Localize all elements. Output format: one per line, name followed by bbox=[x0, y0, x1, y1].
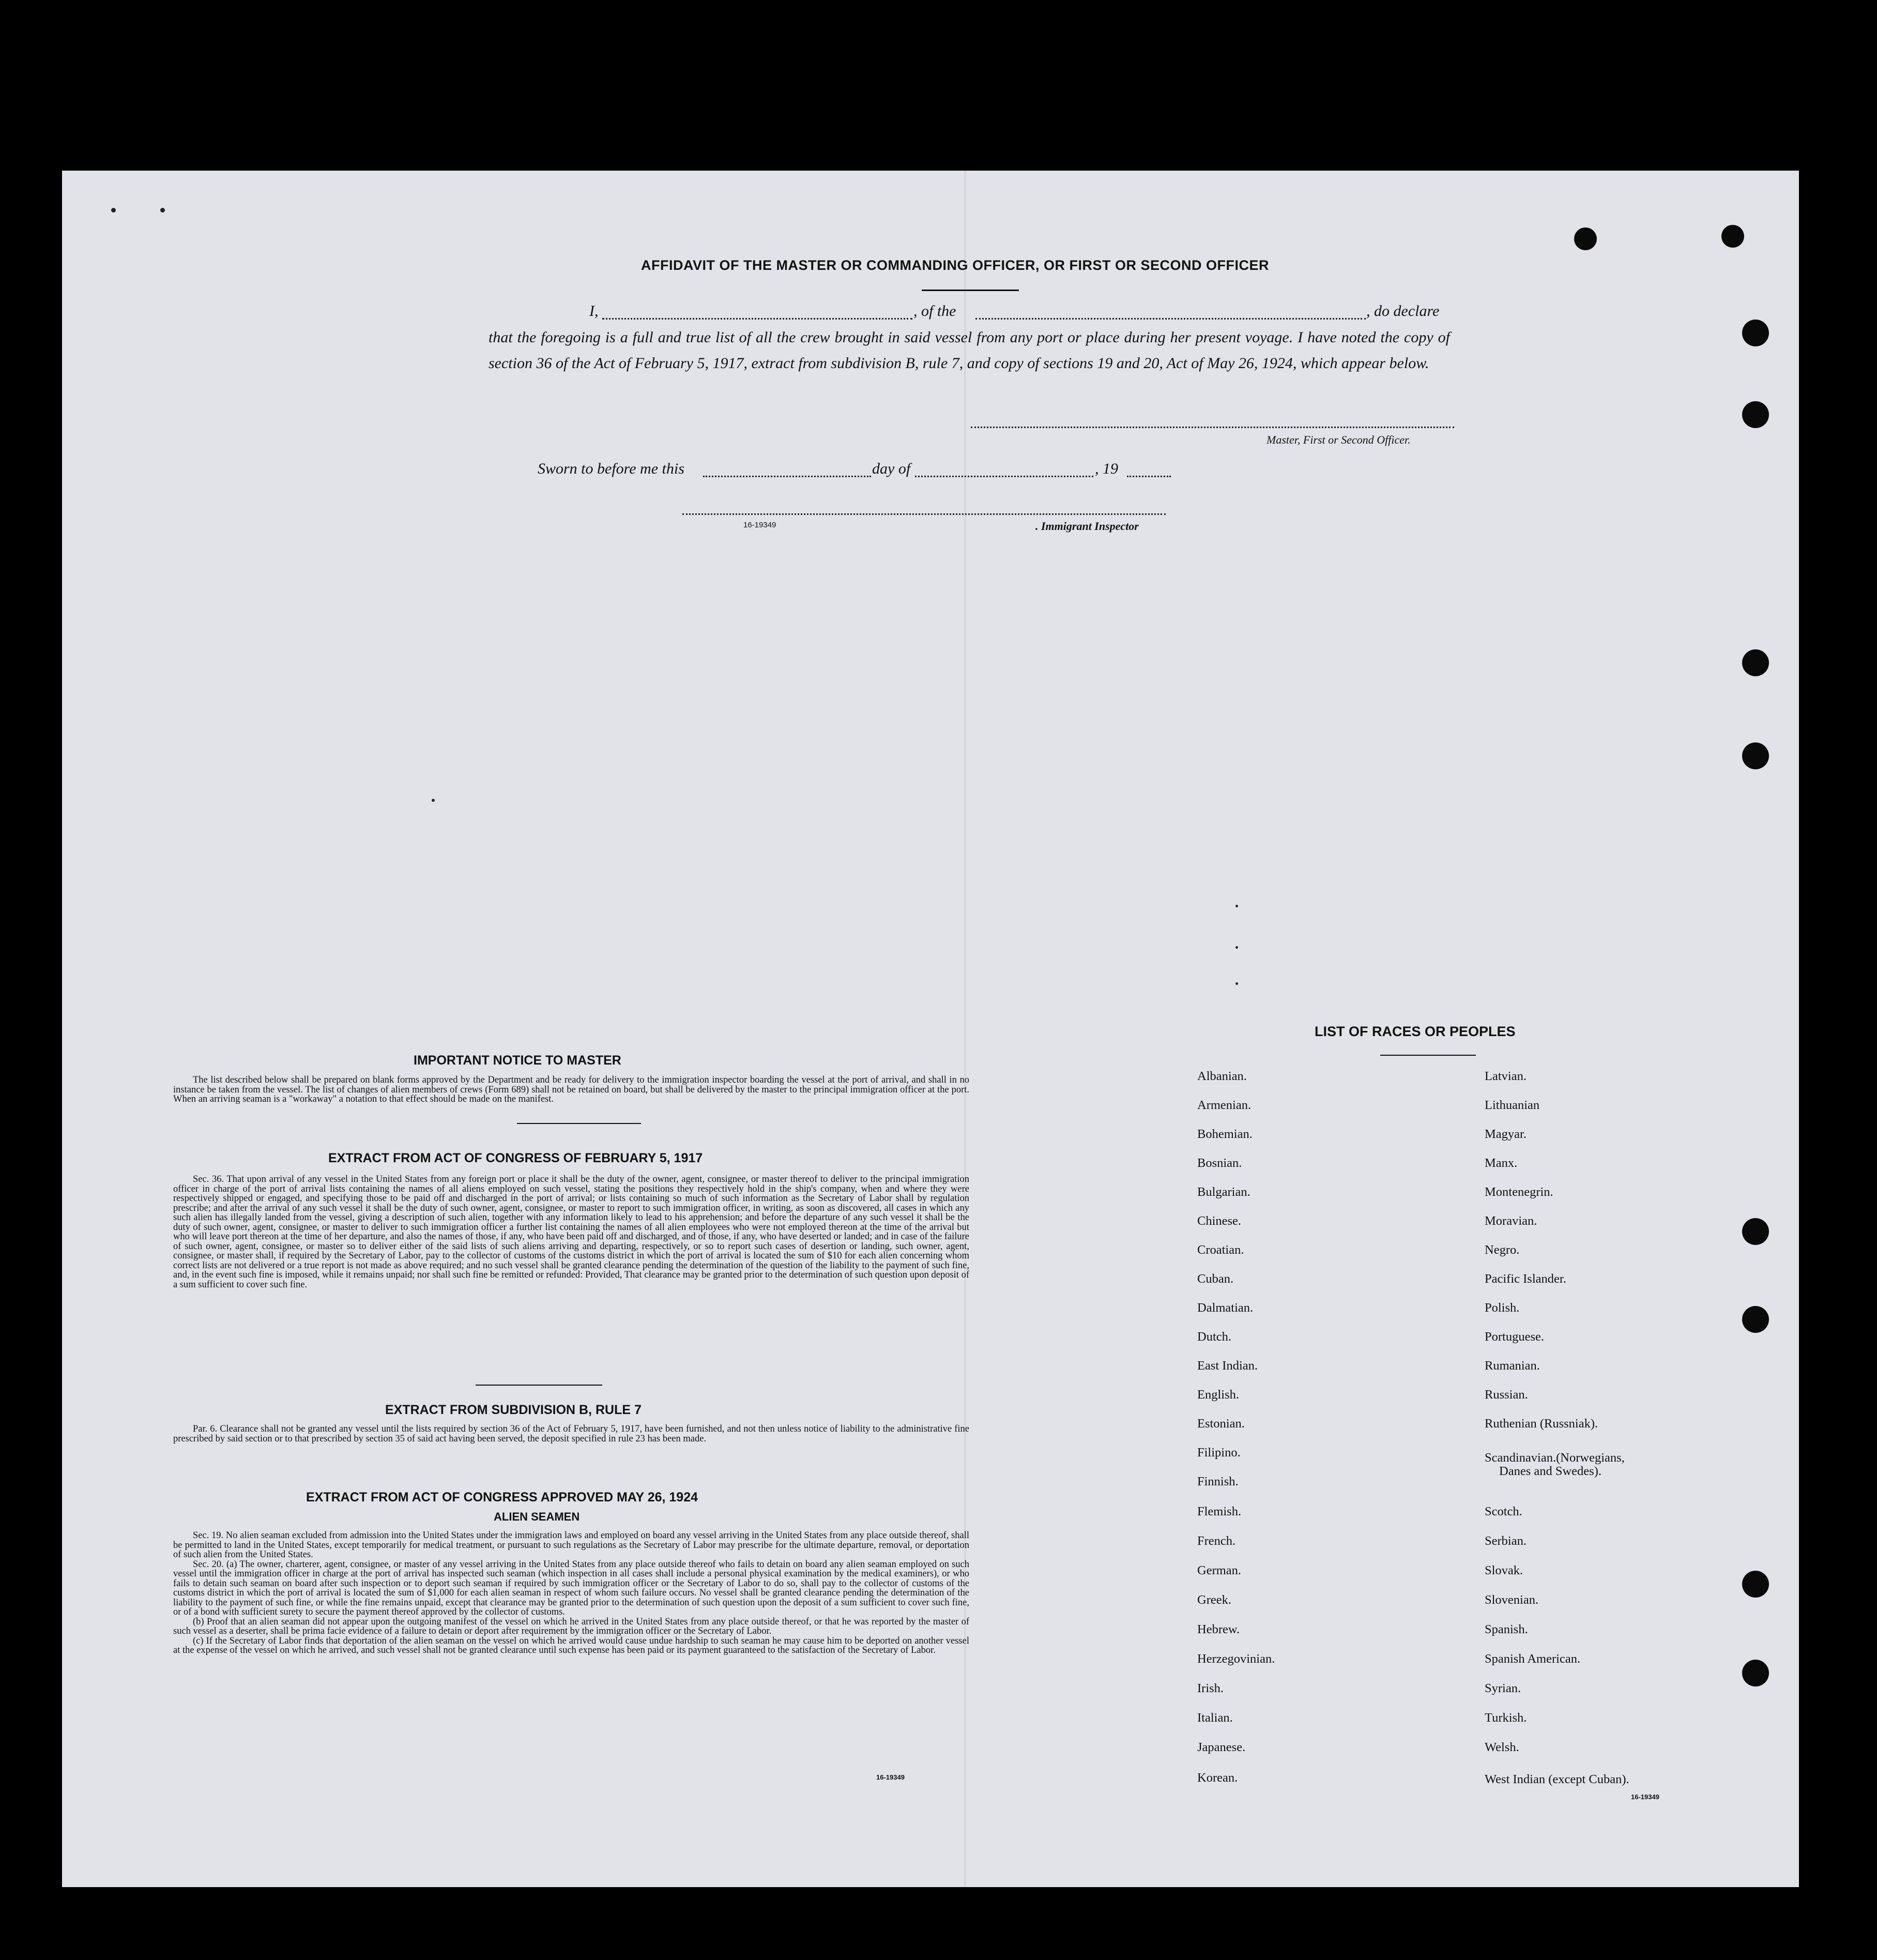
divider bbox=[517, 1123, 641, 1124]
speck bbox=[1235, 982, 1238, 985]
race-item: Portuguese. bbox=[1485, 1330, 1544, 1344]
race-item: Pacific Islander. bbox=[1485, 1272, 1566, 1286]
race-item: Montenegrin. bbox=[1485, 1185, 1553, 1199]
binder-hole bbox=[1742, 401, 1769, 428]
race-item: Armenian. bbox=[1197, 1098, 1252, 1112]
race-item: Spanish American. bbox=[1485, 1652, 1581, 1666]
race-item: Dalmatian. bbox=[1197, 1301, 1254, 1315]
sworn-text: Sworn to before me this bbox=[538, 460, 684, 477]
rule7-paragraph: Par. 6. Clearance shall not be granted any vessel until the lists required by section 36 of the Act of February 5, 1917, have been furnished, and not then unless notice of liability to the administrative fine prescribed by said section or to that prescribed by section 35 of said act having been served, the deposit specified in rule 23 has been made. bbox=[173, 1424, 969, 1444]
race-item: West Indian (except Cuban). bbox=[1485, 1772, 1629, 1786]
race-item: French. bbox=[1197, 1534, 1236, 1548]
sec20a-paragraph: Sec. 20. (a) The owner, charterer, agent, consignee, or master of any vessel arriving in the United States from any place outside thereof who fails to detain on board any alien seaman employed on such vessel until the immigration officer in charge at the port of arrival has inspected such seaman (which inspection in all cases shall include a personal physical examination by the medical examiners), or who fails to detain such seaman on board after such inspection or to deport such seaman if required by such immigration officer or the Secretary of Labor to do so, shall pay to the collector of customs of the customs district in which the port of arrival is located the sum of $1,000 for each alien seaman in respect of whom such failure occurs. No vessel shall be granted clearance pending the determination of the liability to the payment of such fine, or while the fine remains unpaid, except that clearance may be granted prior to the determination of such question upon the deposit of a sum sufficient to cover such fine, or of a bond with sufficient surety to secure the payment thereof approved by the collector of customs. bbox=[173, 1559, 969, 1617]
race-item: Latvian. bbox=[1485, 1069, 1527, 1083]
race-item: English. bbox=[1197, 1388, 1239, 1402]
race-item: East Indian. bbox=[1197, 1359, 1258, 1373]
race-item: Spanish. bbox=[1485, 1622, 1528, 1636]
decl-do-declare: , do declare bbox=[1366, 302, 1440, 320]
signature-line bbox=[971, 427, 1454, 428]
decl-i: I, bbox=[589, 302, 599, 320]
race-item: Slovenian. bbox=[1485, 1593, 1539, 1607]
race-item: Welsh. bbox=[1485, 1740, 1519, 1754]
race-item: Syrian. bbox=[1485, 1681, 1521, 1695]
extract-1917-text bbox=[173, 1175, 969, 1289]
race-item: Moravian. bbox=[1485, 1214, 1537, 1228]
divider bbox=[476, 1385, 602, 1386]
race-item: Japanese. bbox=[1197, 1740, 1246, 1754]
race-item: Italian. bbox=[1197, 1711, 1233, 1725]
race-item: Polish. bbox=[1485, 1301, 1520, 1315]
notice-text bbox=[173, 1075, 969, 1104]
race-item: Bulgarian. bbox=[1197, 1185, 1250, 1199]
race-item: Bosnian. bbox=[1197, 1156, 1242, 1170]
race-item: Slovak. bbox=[1485, 1563, 1523, 1577]
race-item: Negro. bbox=[1485, 1243, 1520, 1257]
notice-paragraph: The list described below shall be prepared on blank forms approved by the Department and be ready for delivery to the immigration inspector boarding the vessel at the port of arrival, and shall in no instance be taken from the vessel. The list of changes of alien members of crews (Form 689) shall not be retained on board, but shall be delivered by the master to the principal immigration officer at the port. When an arriving seaman is a "workaway" a notation to that effect should be made on the manifest. bbox=[173, 1075, 969, 1104]
races-title: LIST OF RACES OR PEOPLES bbox=[1315, 1024, 1516, 1039]
sec20b-paragraph: (b) Proof that an alien seaman did not appear upon the outgoing manifest of the vessel on which he arrived in the United States from any place outside thereof, or that he was reported by the master of such vessel as a deserter, shall be prima facie evidence of a failure to detain or deport after requirement by the immigration officer or the Secretary of Labor. bbox=[173, 1616, 969, 1636]
decl-of-the: , of the bbox=[913, 302, 956, 320]
race-item: Estonian. bbox=[1197, 1417, 1245, 1431]
race-item: Turkish. bbox=[1485, 1711, 1527, 1725]
sec20c-paragraph: (c) If the Secretary of Labor finds that deportation of the alien seaman on the vessel on which he arrived would cause undue hardship to such seaman he may cause him to be deported on another vessel at the expense of the vessel on which he arrived, and such vessel shall not be granted clearance until such expense has been paid or its payment guaranteed to the satisfaction of the Secretary of Labor. bbox=[173, 1635, 969, 1655]
sworn-day-label: day of bbox=[872, 460, 911, 477]
name-blank bbox=[602, 318, 912, 320]
race-item: Manx. bbox=[1485, 1156, 1518, 1170]
binder-hole bbox=[1742, 1218, 1769, 1245]
race-item: Finnish. bbox=[1197, 1475, 1239, 1488]
race-item: Magyar. bbox=[1485, 1127, 1527, 1141]
inspector-signature-line bbox=[682, 513, 1166, 515]
race-item: Greek. bbox=[1197, 1593, 1231, 1607]
binder-hole bbox=[1742, 649, 1769, 676]
race-item: Filipino. bbox=[1197, 1446, 1241, 1460]
officer-label: Master, First or Second Officer. bbox=[1266, 433, 1411, 446]
binder-hole bbox=[1742, 1571, 1769, 1598]
document-sheet bbox=[62, 171, 1799, 1887]
binder-hole bbox=[1742, 1660, 1769, 1686]
binder-hole bbox=[1742, 320, 1769, 346]
binder-hole bbox=[1742, 1306, 1769, 1333]
race-item: Irish. bbox=[1197, 1681, 1224, 1695]
rule7-text bbox=[173, 1424, 969, 1444]
sworn-year-blank bbox=[1127, 476, 1171, 477]
race-item: Croatian. bbox=[1197, 1243, 1244, 1257]
race-item: Herzegovinian. bbox=[1197, 1652, 1275, 1666]
declaration-paragraph: that the foregoing is a full and true list of all the crew brought in said vessel from any port or place during her present voyage. I have noted the copy of section 36 of the Act of February 5, 1917, extract from subdivision B, rule 7, and copy of sections 19 and 20, Act of May 26, 1924, which appear below. bbox=[489, 329, 1450, 372]
race-item: Dutch. bbox=[1197, 1330, 1231, 1344]
speck bbox=[111, 208, 116, 212]
extract-1924-text bbox=[173, 1531, 969, 1655]
sworn-line bbox=[538, 460, 684, 478]
race-item: Russian. bbox=[1485, 1388, 1528, 1402]
race-item: Hebrew. bbox=[1197, 1622, 1240, 1636]
divider bbox=[1380, 1055, 1476, 1056]
rule7-title: EXTRACT FROM SUBDIVISION B, RULE 7 bbox=[385, 1403, 642, 1417]
sworn-year-label: , 19 bbox=[1095, 460, 1118, 477]
speck bbox=[1235, 946, 1238, 949]
form-number: 16-19349 bbox=[876, 1773, 905, 1781]
sec36-paragraph: Sec. 36. That upon arrival of any vessel in the United States from any foreign port or place it shall be the duty of the owner, agent, consignee, or master thereof to deliver to the principal immigration officer in charge of the port of arrival lists containing the names of all aliens employed on such vessel, stating the positions they respectively hold in the ship's company, when and where they were respectively shipped or engaged, and specifying those to be paid off and discharged in the port of arrival; or lists containing so much of such information as the Secretary of Labor shall by regulation prescribe; and after the arrival of any such vessel it shall be the duty of such owner, agent, consignee, or master to report to such immigration officer, in writing, as soon as discovered, all cases in which any such alien has illegally landed from the vessel, giving a description of such alien, together with any information likely to lead to his apprehension; and before the departure of any such vessel it shall be the duty of such owner, agent, consignee, or master to deliver to such immigration officer a further list containing the names of all alien employees who were not employed thereon at the time of the arrival but who will leave port thereon at the time of her departure, and also the names of those, if any, who have been paid off and discharged, and of those, if any, who have deserted or landed; and in case of the failure of such owner, agent, consignee, or master so to deliver either of the said lists of such aliens arriving and departing, respectively, or so to report such cases of desertion or landing, such owner, agent, consignee, or master shall, if required by the Secretary of Labor, pay to the collector of customs of the customs district in which the port of arrival is located the sum of $10 for each alien concerning whom correct lists are not delivered or a true report is not made as above required; and no such vessel shall be granted clearance pending the determination of the question of the liability to the payment of such fine, and, in the event such fine is imposed, while it remains unpaid; nor shall such fine be remitted or refunded: Provided, That clearance may be granted prior to the determination of such question upon deposit of a sum sufficient to cover such fine. bbox=[173, 1174, 969, 1290]
race-item: Chinese. bbox=[1197, 1214, 1242, 1228]
race-item: German. bbox=[1197, 1563, 1242, 1577]
race-item: Bohemian. bbox=[1197, 1127, 1253, 1141]
race-item: Scotch. bbox=[1485, 1505, 1522, 1518]
speck bbox=[432, 799, 435, 802]
binder-hole bbox=[1721, 225, 1744, 248]
sworn-month-blank bbox=[915, 476, 1093, 477]
race-item: Albanian. bbox=[1197, 1069, 1247, 1083]
notice-title: IMPORTANT NOTICE TO MASTER bbox=[414, 1053, 621, 1068]
binder-hole bbox=[1574, 227, 1597, 250]
form-number: 16-19349 bbox=[743, 521, 776, 529]
vessel-blank bbox=[975, 318, 1366, 320]
divider bbox=[922, 290, 1019, 291]
inspector-label: . Immigrant Inspector bbox=[1035, 520, 1139, 533]
sec19-paragraph: Sec. 19. No alien seaman excluded from admission into the United States under the immigration laws and employed on board any vessel arriving in the United States from any place outside thereof, shall be permitted to land in the United States, except temporarily for medical treatment, or pursuant to such regulations as the Secretary of Labor may prescribe for the ultimate departure, removal, or deportation of such alien from the United States. bbox=[173, 1530, 969, 1560]
race-item: Cuban. bbox=[1197, 1272, 1234, 1286]
affidavit-title: AFFIDAVIT OF THE MASTER OR COMMANDING OFFICER, OR FIRST OR SECOND OFFICER bbox=[641, 257, 1269, 273]
binder-hole bbox=[1742, 742, 1769, 769]
race-item: Serbian. bbox=[1485, 1534, 1527, 1548]
race-item: Korean. bbox=[1197, 1771, 1238, 1785]
speck bbox=[160, 208, 165, 212]
race-item: Rumanian. bbox=[1485, 1359, 1540, 1373]
speck bbox=[1235, 905, 1238, 907]
form-number: 16-19349 bbox=[1631, 1793, 1659, 1801]
extract-1917-title: EXTRACT FROM ACT OF CONGRESS OF FEBRUARY 5, 1917 bbox=[328, 1151, 703, 1165]
race-item: Scandinavian.(Norwegians, bbox=[1485, 1451, 1625, 1465]
race-item: Danes and Swedes). bbox=[1499, 1464, 1601, 1478]
sworn-date-blank bbox=[703, 476, 871, 477]
race-item: Lithuanian bbox=[1485, 1098, 1540, 1112]
race-item: Ruthenian (Russniak). bbox=[1485, 1417, 1598, 1431]
race-item: Flemish. bbox=[1197, 1505, 1242, 1518]
extract-1924-title: EXTRACT FROM ACT OF CONGRESS APPROVED MAY 26, 1924 bbox=[306, 1490, 698, 1505]
alien-seamen-subtitle: ALIEN SEAMEN bbox=[494, 1510, 580, 1523]
